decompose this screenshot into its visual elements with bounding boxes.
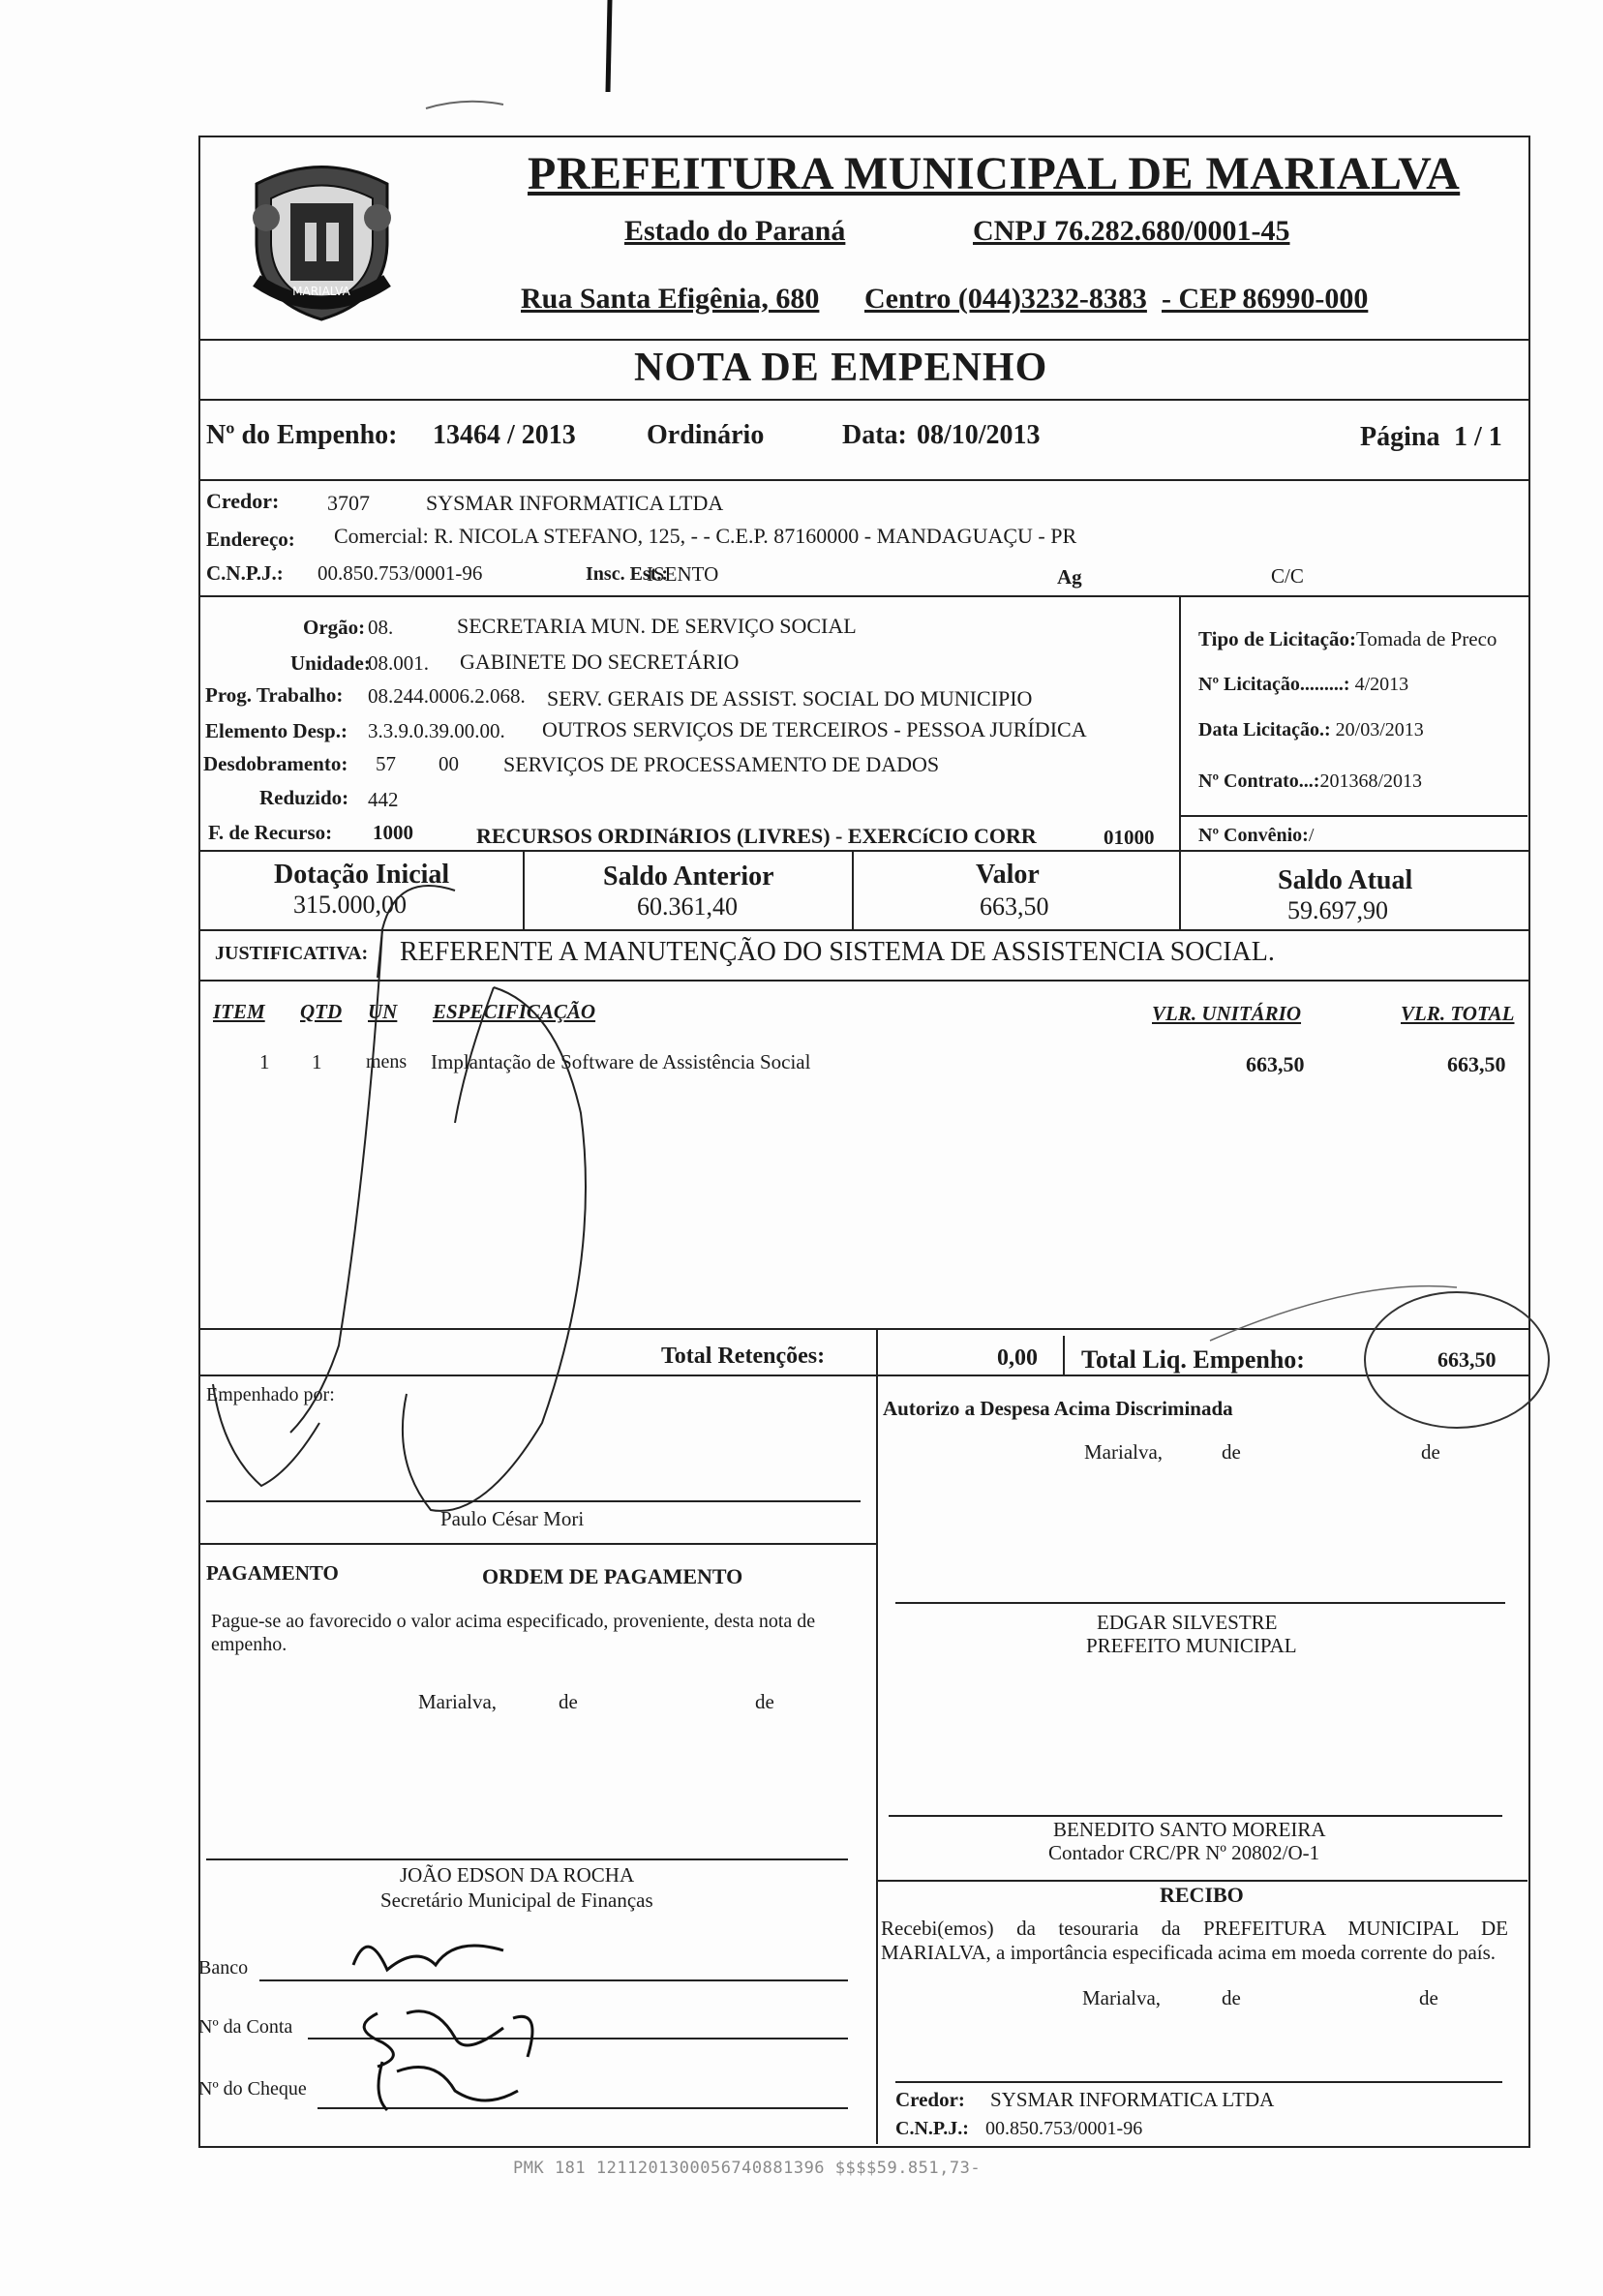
autorizo-de2: de [1421, 1440, 1440, 1464]
desd-code2: 00 [439, 752, 459, 775]
prog-label: Prog. Trabalho: [205, 683, 344, 707]
doc-title: NOTA DE EMPENHO [634, 346, 1048, 390]
creditor-cnpj-label: C.N.P.J.: [206, 561, 284, 585]
state-label: Estado do Paraná [624, 215, 846, 247]
creditor-code: 3707 [327, 491, 370, 515]
dotacao-value: 315.000,00 [293, 891, 407, 919]
contador-name: BENEDITO SANTO MOREIRA [1053, 1818, 1326, 1841]
creditor-name: SYSMAR INFORMATICA LTDA [426, 491, 724, 515]
secretario-title: Secretário Municipal de Finanças [380, 1888, 653, 1912]
secretario-name: JOÃO EDSON DA ROCHA [400, 1863, 635, 1887]
prog-code: 08.244.0006.2.068. [368, 684, 526, 708]
valor-label: Valor [976, 860, 1040, 890]
conta-label: Nº da Conta [198, 2016, 293, 2038]
col-esp: ESPECIFICAÇÃO [433, 1000, 596, 1023]
retencoes-value: 0,00 [997, 1345, 1038, 1371]
fonte-code: 1000 [373, 821, 413, 844]
recibo-title: RECIBO [1160, 1883, 1244, 1907]
recibo-de2: de [1419, 1986, 1438, 2009]
empenho-date: 08/10/2013 [917, 420, 1041, 450]
autorizo-label: Autorizo a Despesa Acima Discriminada [883, 1397, 1233, 1420]
pagamento-text: Pague-se ao favorecido o valor acima especificado, proveniente, desta nota de empenho. [211, 1611, 816, 1655]
creditor-label: Credor: [206, 489, 280, 513]
creditor-address: Comercial: R. NICOLA STEFANO, 125, - - C.E.P. 87160000 - MANDAGUAÇU - PR [334, 524, 1077, 548]
recibo-cnpj-label: C.N.P.J.: [895, 2118, 969, 2139]
cnpj-label: CNPJ 76.282.680/0001-45 [973, 215, 1290, 247]
address-label: Rua Santa Efigênia, 680 [521, 283, 820, 315]
orgao-name: SECRETARIA MUN. DE SERVIÇO SOCIAL [457, 614, 857, 638]
reduzido-code: 442 [368, 788, 399, 811]
row-qtd: 1 [312, 1050, 322, 1073]
recibo-credor: SYSMAR INFORMATICA LTDA [990, 2088, 1275, 2111]
ie-label: Insc. Est.: [586, 563, 669, 585]
col-un: UN [368, 1000, 398, 1023]
justif-label: JUSTIFICATIVA: [215, 943, 369, 964]
row-item: 1 [259, 1050, 270, 1073]
saldo-atual-label: Saldo Atual [1278, 865, 1413, 895]
elem-label: Elemento Desp.: [205, 719, 348, 742]
unidade-code: 08.001. [368, 651, 429, 675]
fonte-label: F. de Recurso: [208, 821, 333, 844]
empenho-type: Ordinário [647, 420, 765, 450]
pagamento-label: PAGAMENTO [206, 1561, 339, 1585]
col-vlr-unit: VLR. UNITÁRIO [1152, 1002, 1302, 1025]
empenho-date-label: Data: [842, 420, 907, 450]
col-vlr-total: VLR. TOTAL [1401, 1002, 1515, 1025]
cheque-label: Nº do Cheque [198, 2078, 307, 2100]
licit-data: Data Licitação.: 20/03/2013 [1198, 719, 1424, 740]
col-qtd: QTD [300, 1000, 343, 1023]
liq-label: Total Liq. Empenho: [1081, 1345, 1305, 1374]
creditor-cnpj: 00.850.753/0001-96 [318, 561, 483, 585]
prefeito-name: EDGAR SILVESTRE [1097, 1611, 1278, 1634]
autorizo-city: Marialva, [1084, 1440, 1164, 1464]
orgao-label: Orgão: [303, 616, 366, 639]
liq-value: 663,50 [1437, 1347, 1497, 1372]
row-un: mens [366, 1051, 408, 1072]
unidade-name: GABINETE DO SECRETÁRIO [460, 650, 740, 674]
unidade-label: Unidade: [290, 651, 371, 675]
fonte-name: RECURSOS ORDINáRIOS (LIVRES) - EXERCíCIO CORR [476, 824, 1037, 848]
page-label: Página [1360, 422, 1440, 452]
prog-name: SERV. GERAIS DE ASSIST. SOCIAL DO MUNICIPIO [547, 686, 1033, 710]
valor-value: 663,50 [980, 892, 1049, 921]
svg-text:MARIALVA: MARIALVA [292, 285, 350, 298]
contador-title: Contador CRC/PR Nº 20802/O-1 [1048, 1841, 1320, 1864]
recibo-cnpj: 00.850.753/0001-96 [985, 2118, 1143, 2139]
address-field-label: Endereço: [206, 528, 295, 551]
fonte-code2: 01000 [1104, 826, 1155, 849]
pagamento-de2: de [755, 1690, 774, 1713]
row-vlr-total: 663,50 [1447, 1052, 1506, 1076]
pagamento-de1: de [559, 1690, 578, 1713]
col-item: ITEM [213, 1000, 265, 1023]
recibo-city: Marialva, [1082, 1986, 1162, 2009]
elem-name: OUTROS SERVIÇOS DE TERCEIROS - PESSOA JURÍDICA [542, 717, 1087, 741]
saldo-atual-value: 59.697,90 [1287, 896, 1388, 924]
elem-code: 3.3.9.0.39.00.00. [368, 719, 505, 742]
saldo-anterior-value: 60.361,40 [637, 892, 738, 921]
empenho-number: 13464 / 2013 [433, 420, 576, 450]
pagamento-city: Marialva, [418, 1690, 498, 1713]
recibo-text: Recebi(emos) da tesouraria da PREFEITURA MUNICIPAL DE MARIALVA, a importância especificada acima em moeda corrente do país. [881, 1917, 1508, 1964]
page-number: 1 / 1 [1454, 422, 1502, 452]
footer-code: PMK 181 1211201300056740881396 $$$$59.851,73- [513, 2159, 982, 2178]
orgao-code: 08. [368, 616, 394, 639]
centro-phone-label: Centro (044)3232-8383 [864, 283, 1147, 315]
desd-name: SERVIÇOS DE PROCESSAMENTO DE DADOS [503, 752, 940, 776]
licit-contrato: Nº Contrato...:201368/2013 [1198, 770, 1423, 792]
autorizo-de1: de [1222, 1440, 1241, 1464]
recibo-de1: de [1222, 1986, 1241, 2009]
reduzido-label: Reduzido: [259, 786, 349, 809]
empenhado-name: Paulo César Mori [440, 1507, 585, 1530]
row-vlr-unit: 663,50 [1246, 1052, 1305, 1076]
prefeito-title: PREFEITO MUNICIPAL [1086, 1634, 1297, 1657]
empenho-number-label: Nº do Empenho: [206, 420, 398, 450]
ag-label: Ag [1057, 565, 1082, 589]
ordem-label: ORDEM DE PAGAMENTO [482, 1564, 743, 1588]
desd-code: 57 [376, 752, 396, 775]
cep-label: - CEP 86990-000 [1162, 283, 1369, 315]
licit-num: Nº Licitação.........: 4/2013 [1198, 674, 1409, 695]
empenhado-label: Empenhado por: [206, 1384, 335, 1405]
row-esp: Implantação de Software de Assistência Social [431, 1050, 811, 1073]
saldo-anterior-label: Saldo Anterior [603, 861, 774, 891]
justif-text: REFERENTE A MANUTENÇÃO DO SISTEMA DE ASSISTENCIA SOCIAL. [400, 937, 1275, 967]
retencoes-label: Total Retenções: [661, 1344, 826, 1369]
municipality-title: PREFEITURA MUNICIPAL DE MARIALVA [528, 148, 1461, 199]
licit-convenio: Nº Convênio:/ [1198, 825, 1315, 846]
dotacao-label: Dotação Inicial [274, 860, 450, 890]
ie-value: ISENTO [647, 562, 719, 586]
cc-label: C/C [1271, 564, 1304, 588]
desd-label: Desdobramento: [203, 752, 348, 775]
licit-tipo: Tipo de Licitação:Tomada de Preco [1198, 627, 1497, 650]
recibo-credor-label: Credor: [895, 2088, 965, 2111]
banco-label: Banco [198, 1957, 249, 1979]
